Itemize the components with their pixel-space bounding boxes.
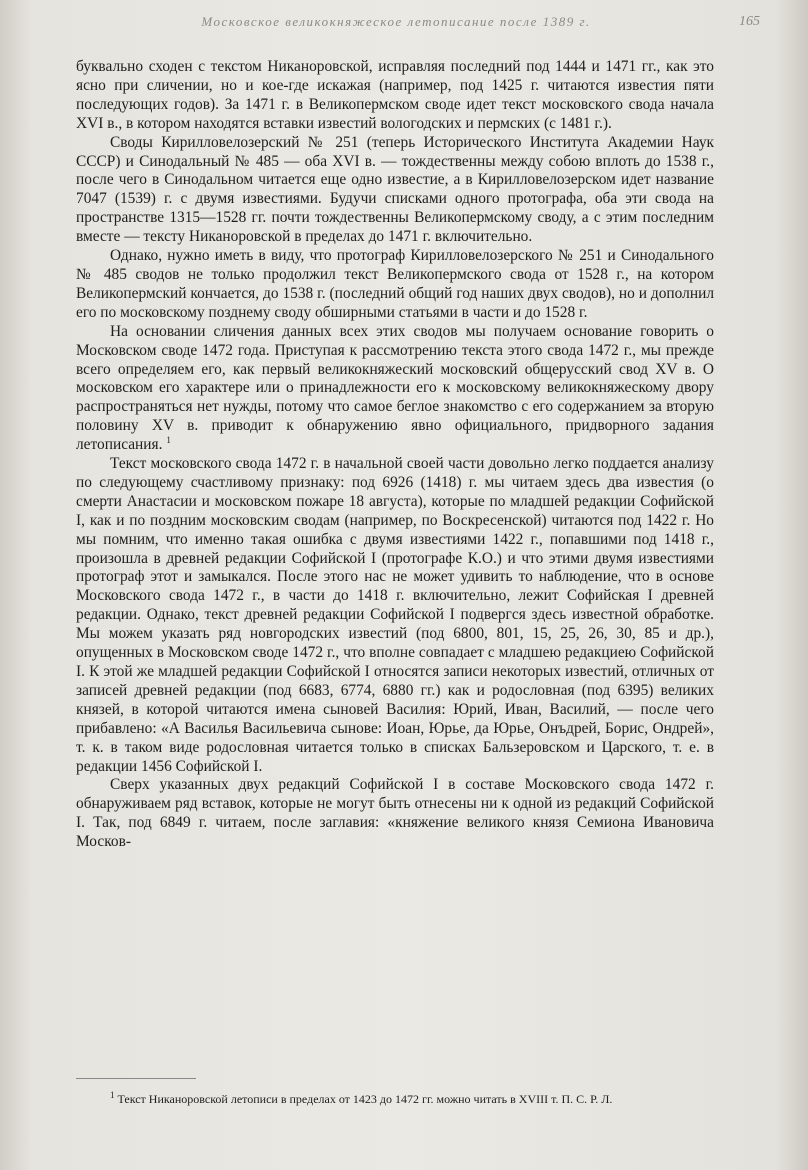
- running-title: Московское великокняжеское летописание после 1389 г.: [201, 14, 591, 29]
- footnote: [76, 1092, 714, 1107]
- paragraph: Своды Кирилловелозерский № 251 (теперь Исторического Института Академии Наук СССР) и Синодальный № 485 — оба XVI в. — тождественны между собою вплоть до 1538 г., после чего в Синодальном читается еще одно известие, а в Кирилловелозерском идет название 7047 (1539) г. с двумя известиями. Будучи списками одного протографа, оба эти свода на пространстве 1315—1528 гг. почти тождественны Великопермскому своду, а с этим последним вместе — тексту Никаноровской в пределах до 1471 г. включительно.: [76, 133, 714, 246]
- paragraph: [76, 323, 714, 455]
- page-header: [92, 14, 760, 40]
- footnote-divider: [76, 1078, 196, 1079]
- paragraph-text: На основании сличения данных всех этих сводов мы получаем основание говорить о Московском своде 1472 года. Приступая к рассмотрению текста этого свода 1472 г., мы прежде всего определяем его, как первый великокняжеский московский общерусский свод XV в. О московском его характере или о принадлежности его к московскому великокняжескому двору распространяться нет нужды, потому что самое беглое знакомство с его содержанием за вторую половину XV в. приводит к обнаружению явно официального, придворного задания летописания.: [76, 322, 714, 454]
- footnote-text: Текст Никаноровской летописи в пределах от 1423 до 1472 гг. можно читать в XVIII т. П. С. Р. Л.: [117, 1092, 613, 1106]
- footnote-reference[interactable]: 1: [166, 435, 171, 445]
- paragraph: Сверх указанных двух редакций Софийской I в составе Московского свода 1472 г. обнаруживаем ряд вставок, которые не могут быть отнесены ни к одной из редакций Софийской I. Так, под 6849 г. читаем, после заглавия: «княжение великого князя Семиона Ивановича Москов-: [76, 776, 715, 851]
- paragraph: Однако, нужно иметь в виду, что протограф Кирилловелозерского № 251 и Синодального № 485 сводов не только продолжил текст Великопермского свода от 1528 г., на котором Великопермский кончается, до 1538 г. (последний общий год наших двух сводов), но и дополнил его по московскому позднему своду обширными статьями в части и до 1528 г.: [76, 247, 714, 321]
- footnote-marker: 1: [110, 1090, 115, 1100]
- body-text: [76, 58, 714, 852]
- paragraph: буквально сходен с текстом Никаноровской, исправляя последний под 1444 и 1471 гг., как это ясно при сличении, но и кое-где искажая (например, под 1425 г. читаются известия пяти последующих годов). За 1471 г. в Великопермском своде идет текст московского свода начала XVI в., в котором находятся вставки известий вологодских и пермских (с 1481 г.).: [76, 58, 714, 132]
- paragraph: Текст московского свода 1472 г. в начальной своей части довольно легко поддается анализу по следующему счастливому признаку: под 6926 (1418) г. мы читаем здесь два известия (о смерти Анастасии и московском пожаре 18 августа), которые по младшей редакции Софийской I, как и по поздним московским сводам (например, по Воскресенской) читаются под 1422 г. Но мы помним, что именно такая ошибка с двумя известиями 1422 г., попавшими под 1418 г., произошла в древней редакции Софийской I (протографе К.О.) и что этими двумя известиями протограф этот и замыкался. После этого нас не может удивить то наблюдение, что в основе Московского свода 1472 г., в части до 1418 г. включительно, лежит Софийская I древней редакции. Однако, текст древней редакции Софийской I подвергся здесь известной обработке. Мы можем указать ряд новгородских известий (под 6800, 801, 15, 25, 26, 30, 85 и др.), опущенных в Московском своде 1472 г., что вполне совпадает с младшею редакциею Софийской I. К этой же младшей редакции Софийской I относятся записи некоторых известий, отличных от записей древней редакции (под 6683, 6774, 6880 гг.) как и родословная (под 6395) великих князей, в которой читаются имена сыновей Василия: Юрий, Иван, Василий, — после чего прибавлено: «А Василья Васильевича сынове: Иоан, Юрье, да Юрье, Онъдрей, Борис, Ондрей», т. к. в таком виде родословная читается только в списках Бальзеровском и Царского, т. е. в редакции 1456 Софийской I.: [76, 455, 714, 775]
- page-number: 165: [739, 14, 760, 29]
